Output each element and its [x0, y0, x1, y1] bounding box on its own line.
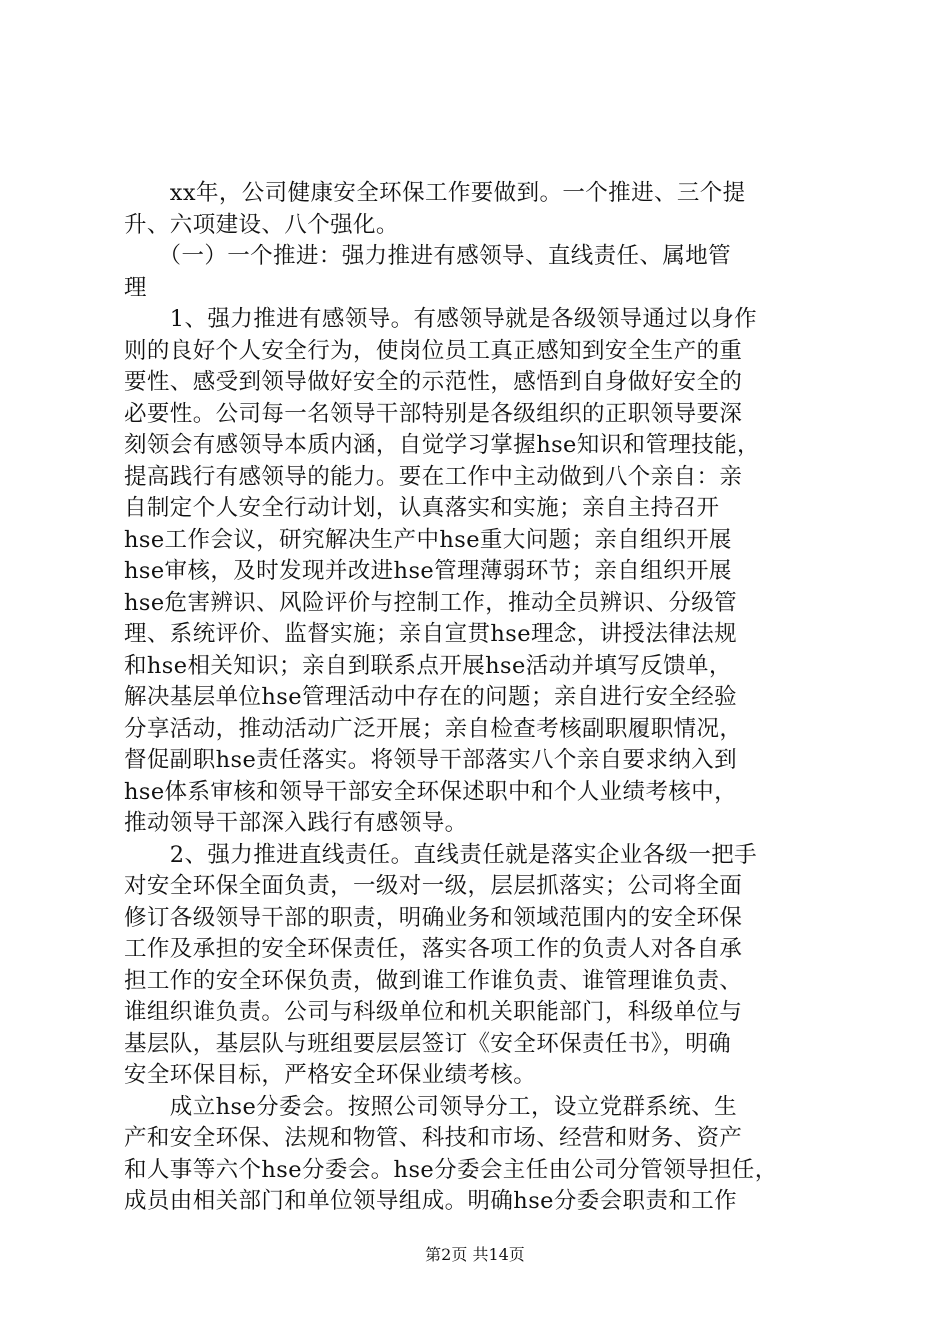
- text-line: xx年，公司健康安全环保工作要做到。一个推进、三个提: [124, 180, 746, 206]
- text-line: 理、系统评价、监督实施；亲自宣贯hse理念，讲授法律法规: [124, 621, 738, 647]
- text-line: 2、强力推进直线责任。直线责任就是落实企业各级一把手: [124, 841, 758, 868]
- text-line: hse体系审核和领导干部安全环保述职中和个人业绩考核中，: [124, 778, 738, 805]
- text-line: hse危害辨识、风险评价与控制工作，推动全员辨识、分级管: [124, 589, 738, 616]
- text-line: 和hse相关知识；亲自到联系点开展hse活动并填写反馈单，: [124, 652, 732, 679]
- text-line: 谁组织谁负责。公司与科级单位和机关职能部门，科级单位与: [124, 999, 743, 1025]
- text-line: 升、六项建设、八个强化。: [124, 211, 399, 238]
- text-line: 修订各级领导干部的职责，明确业务和领域范围内的安全环保: [124, 904, 743, 931]
- text-line: 分享活动，推动活动广泛开展；亲自检查考核副职履职情况，: [124, 715, 743, 742]
- text-line: 自制定个人安全行动计划，认真落实和实施；亲自主持召开: [124, 495, 720, 521]
- text-line: 1、强力推进有感领导。有感领导就是各级领导通过以身作: [124, 306, 758, 332]
- text-line: 则的良好个人安全行为，使岗位员工真正感知到安全生产的重: [124, 337, 743, 364]
- text-line: 提高践行有感领导的能力。要在工作中主动做到八个亲自：亲: [124, 463, 743, 490]
- text-line: 理: [124, 274, 147, 301]
- document-body: [124, 178, 836, 1218]
- text-line: 督促副职hse责任落实。将领导干部落实八个亲自要求纳入到: [124, 747, 738, 773]
- text-line: 成员由相关部门和单位领导组成。明确hse分委会职责和工作: [124, 1188, 738, 1214]
- text-line: 基层队，基层队与班组要层层签订《安全环保责任书》，明确: [124, 1030, 732, 1057]
- text-line: 产和安全环保、法规和物管、科技和市场、经营和财务、资产: [124, 1125, 743, 1151]
- text-line: hse审核，及时发现并改进hse管理薄弱环节；亲自组织开展: [124, 558, 732, 584]
- text-line: 推动领导干部深入践行有感领导。: [124, 810, 468, 836]
- text-line: 安全环保目标，严格安全环保业绩考核。: [124, 1062, 537, 1088]
- text-line: hse工作会议，研究解决生产中hse重大问题；亲自组织开展: [124, 526, 732, 553]
- text-line: 工作及承担的安全环保责任，落实各项工作的负责人对各自承: [124, 936, 743, 962]
- text-line: 要性、感受到领导做好安全的示范性，感悟到自身做好安全的: [124, 369, 743, 395]
- text-line: 刻领会有感领导本质内涵，自觉学习掌握hse知识和管理技能，: [124, 432, 760, 458]
- text-line: 成立hse分委会。按照公司领导分工，设立党群系统、生: [124, 1093, 738, 1120]
- text-line: 解决基层单位hse管理活动中存在的问题；亲自进行安全经验: [124, 684, 738, 710]
- page-number-footer: 第2页 共14页: [425, 1245, 525, 1264]
- text-line: （一）一个推进：强力推进有感领导、直线责任、属地管: [124, 243, 732, 269]
- text-line: 对安全环保全面负责，一级对一级，层层抓落实；公司将全面: [124, 873, 743, 899]
- text-line: 担工作的安全环保负责，做到谁工作谁负责、谁管理谁负责、: [124, 967, 743, 994]
- text-line: 必要性。公司每一名领导干部特别是各级组织的正职领导要深: [124, 400, 743, 427]
- text-line: 和人事等六个hse分委会。hse分委会主任由公司分管领导担任，: [124, 1156, 778, 1183]
